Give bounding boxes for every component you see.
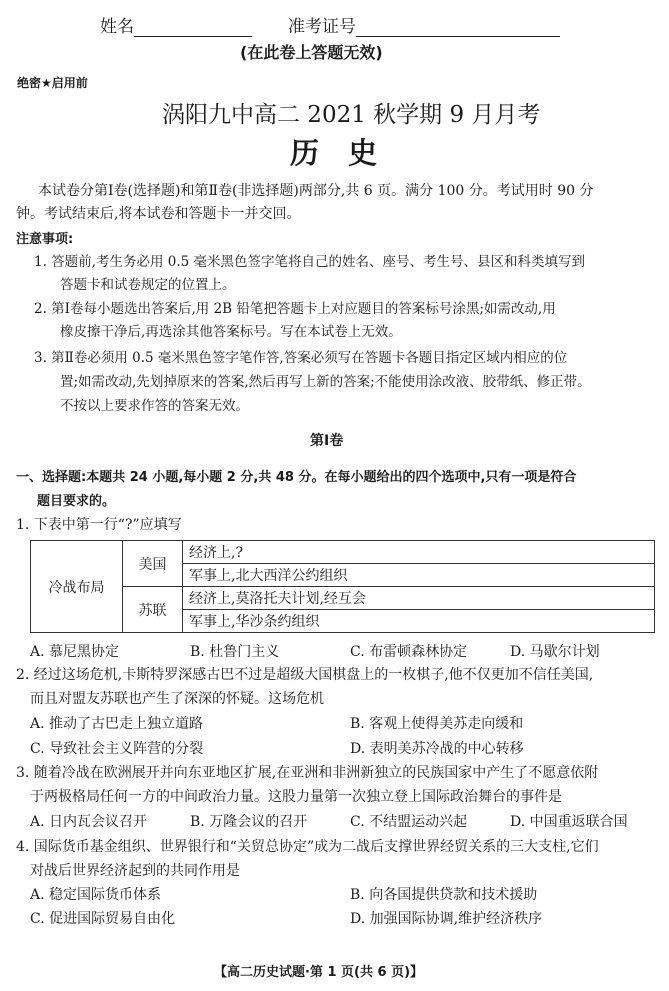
q3-option-c: C. 不结盟运动兴起 (350, 814, 468, 830)
notice-item-3c: 不按以上要求作答的答案无效。 (60, 398, 249, 414)
q4-option-b: B. 向各国提供贷款和技术援助 (350, 887, 538, 903)
q1-option-b: B. 杜鲁门主义 (190, 644, 280, 660)
q1-table-usa: 美国 (123, 541, 183, 587)
notice-heading: 注意事项: (16, 232, 74, 247)
q4-option-d: D. 加强国际协调,维护经济秩序 (350, 911, 543, 927)
q1-table (30, 540, 655, 633)
q2-stem-a: 2. 经过这场危机,卡斯特罗深感古巴不过是超级大国棋盘上的一枚棋子,他不仅更加不信任美国, (16, 667, 594, 683)
q1-table-usa-econ: 经济上,? (183, 541, 655, 564)
intro-line-1: 本试卷分第Ⅰ卷(选择题)和第Ⅱ卷(非选择题)两部分,共 6 页。满分 100 分。考试用时 90 分 (38, 183, 594, 199)
q2-option-a: A. 推动了古巴走上独立道路 (30, 716, 204, 732)
q4-stem-a: 4. 国际货币基金组织、世界银行和“关贸总协定”成为二战后支撑世界经贸关系的三大支柱,它们 (16, 839, 599, 855)
id-label: 准考证号 (288, 17, 356, 37)
exam-title: 涡阳九中高二 2021 秋学期 9 月月考 (162, 102, 541, 128)
q1-table-label: 冷战布局 (31, 541, 123, 633)
q4-option-a: A. 稳定国际货币体系 (30, 887, 162, 903)
q1-option-d: D. 马歇尔计划 (510, 644, 600, 660)
page-footer: 【高二历史试题·第 1 页(共 6 页)】 (214, 965, 424, 980)
q1-table-ussr-mil: 军事上,华沙条约组织 (183, 610, 655, 633)
notice-item-3b: 置;如需改动,先划掉原来的答案,然后再写上新的答案;不能使用涂改液、胶带纸、修正带。 (60, 374, 591, 390)
notice-item-1b: 答题卡和试卷规定的位置上。 (60, 277, 236, 293)
name-blank (134, 20, 252, 37)
section-instruction-a: 一、选择题:本题共 24 小题,每小题 2 分,共 48 分。在每小题给出的四个选项中,只有一项是符合 (16, 470, 577, 485)
q4-stem-b: 对战后世界经济起到的共同作用是 (30, 863, 240, 879)
q3-stem-a: 3. 随着冷战在欧洲展开并向东亚地区扩展,在亚洲和非洲新独立的民族国家中产生了不愿意依附 (16, 765, 599, 781)
q4-option-c: C. 促进国际贸易自由化 (30, 911, 176, 927)
id-blank (356, 20, 560, 37)
q1-table-usa-mil: 军事上,北大西洋公约组织 (183, 564, 655, 587)
q2-option-d: D. 表明美苏冷战的中心转移 (350, 741, 524, 757)
q3-option-a: A. 日内瓦会议召开 (30, 814, 148, 830)
section-instruction-b: 题目要求的。 (37, 494, 116, 509)
q2-option-c: C. 导致社会主义阵营的分裂 (30, 741, 204, 757)
notice-item-2b: 橡皮擦干净后,再选涂其他答案标号。写在本试卷上无效。 (60, 324, 402, 340)
intro-line-2: 钟。考试结束后,将本试卷和答题卡一并交回。 (16, 206, 301, 222)
invalid-note: (在此卷上答题无效) (240, 43, 383, 62)
notice-item-3a: 3. 第Ⅱ卷必须用 0.5 毫米黑色签字笔作答,答案必须写在答题卡各题目指定区域内相应的位 (34, 350, 568, 366)
q2-stem-b: 而且对盟友苏联也产生了深深的怀疑。这场危机 (30, 691, 324, 707)
notice-item-2a: 2. 第Ⅰ卷每小题选出答案后,用 2B 铅笔把答题卡上对应题目的答案标号涂黑;如需改动,用 (34, 301, 556, 317)
name-field (100, 12, 252, 37)
q1-table-ussr: 苏联 (123, 587, 183, 633)
name-label: 姓名 (100, 17, 134, 37)
q1-option-c: C. 布雷顿森林协定 (350, 644, 468, 660)
secret-mark: 绝密★启用前 (17, 76, 88, 90)
q1-table-ussr-econ: 经济上,莫洛托夫计划,经互会 (183, 587, 655, 610)
q1-option-a: A. 慕尼黑协定 (30, 644, 120, 660)
q2-option-b: B. 客观上使得美苏走向缓和 (350, 716, 524, 732)
q3-option-d: D. 中国重返联合国 (510, 814, 628, 830)
subject-title: 历 史 (290, 136, 378, 170)
notice-item-1a: 1. 答题前,考生务必用 0.5 毫米黑色签字笔将自己的姓名、座号、考生号、县区和科类填写到 (34, 254, 586, 270)
section-title: 第Ⅰ卷 (310, 433, 344, 449)
id-field (288, 12, 560, 37)
q3-stem-b: 于两极格局任何一方的中间政治力量。这股力量第一次独立登上国际政治舞台的事件是 (30, 789, 562, 805)
q3-option-b: B. 万隆会议的召开 (190, 814, 308, 830)
q1-stem: 1. 下表中第一行“?”应填写 (16, 517, 182, 533)
